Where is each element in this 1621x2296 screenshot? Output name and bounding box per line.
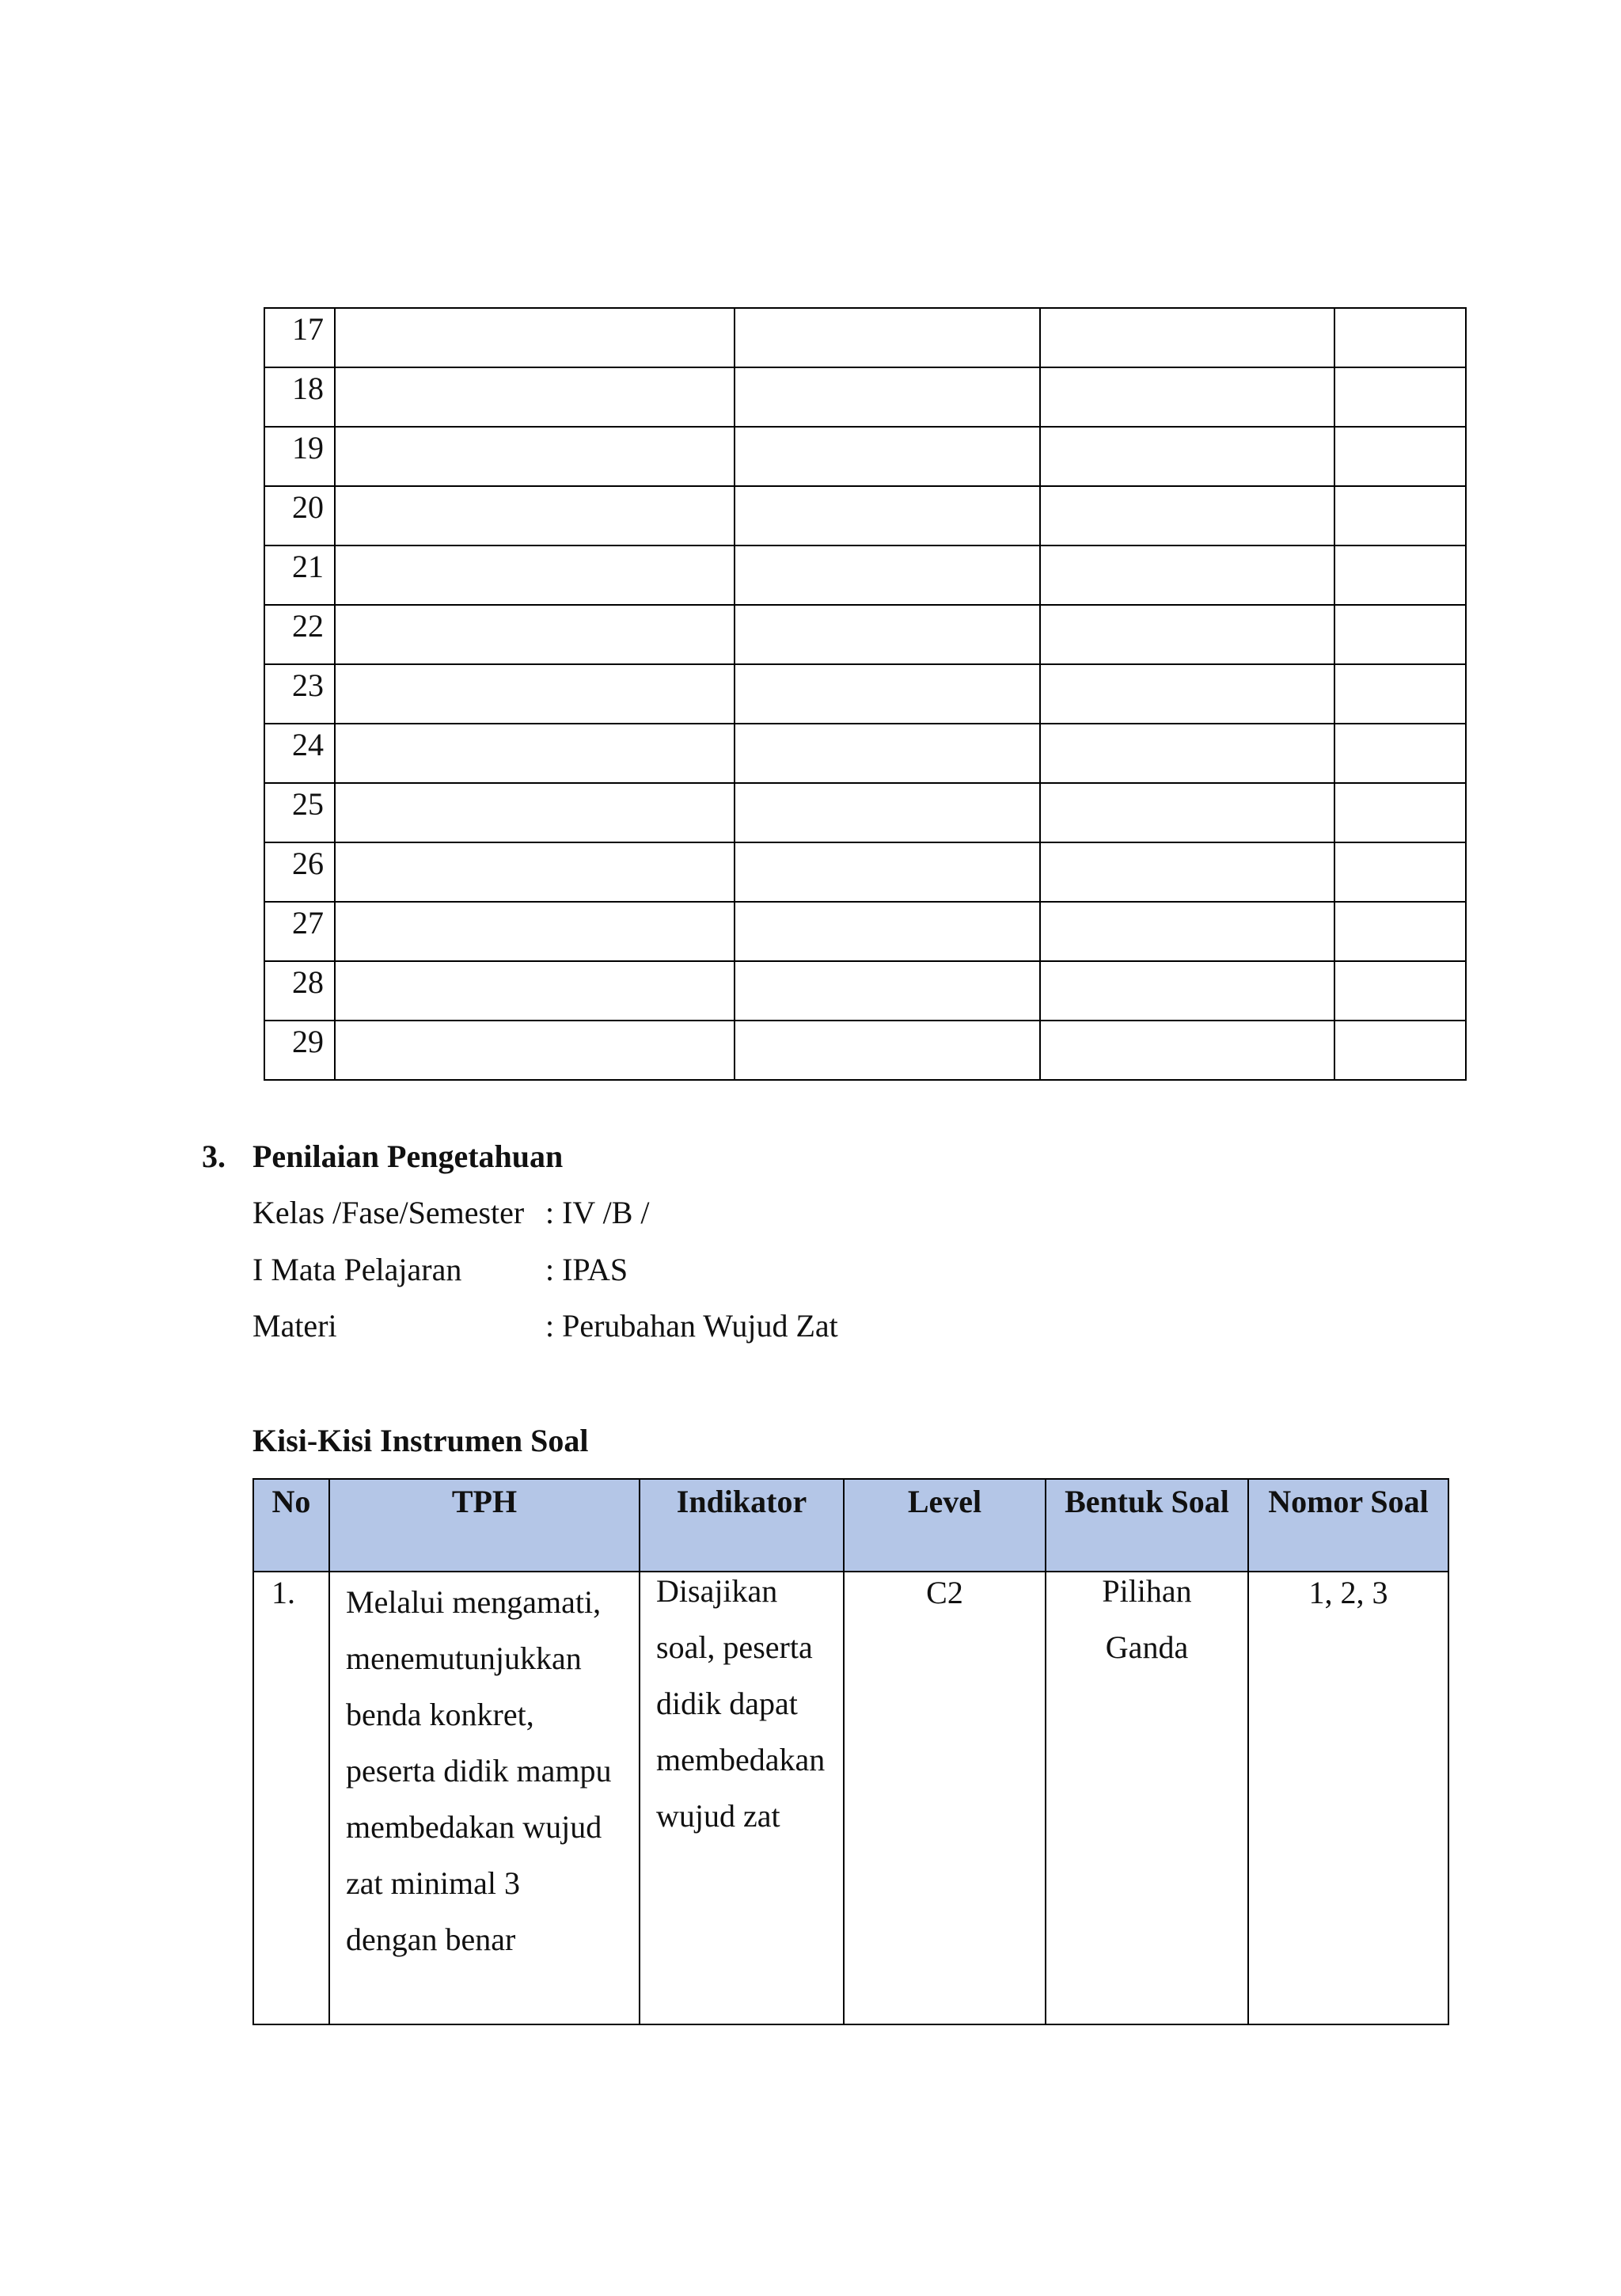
cell-bentuk-soal: [1046, 1572, 1248, 2024]
row-number: 25: [264, 783, 335, 842]
row-number: 28: [264, 961, 335, 1021]
empty-cell: [1040, 783, 1334, 842]
table-row: [264, 486, 1466, 545]
empty-cell: [1334, 724, 1466, 783]
info-label: I Mata Pelajaran: [252, 1252, 462, 1287]
table-row: [264, 842, 1466, 902]
cell-bentuk-soal-text: Pilihan Ganda: [1102, 1573, 1192, 1665]
info-label: Materi: [252, 1308, 337, 1344]
info-label: Kelas /Fase/Semester: [252, 1195, 525, 1230]
empty-cell: [335, 724, 735, 783]
empty-cell: [1040, 427, 1334, 486]
section-title: Penilaian Pengetahuan: [252, 1138, 564, 1174]
empty-cell: [1334, 842, 1466, 902]
table-row: [264, 605, 1466, 664]
table-row: [264, 902, 1466, 961]
row-number: 24: [264, 724, 335, 783]
empty-cell: [335, 427, 735, 486]
empty-cell: [735, 427, 1040, 486]
empty-cell: [735, 902, 1040, 961]
empty-cell: [735, 842, 1040, 902]
empty-cell: [1334, 902, 1466, 961]
empty-cell: [335, 842, 735, 902]
empty-cell: [735, 367, 1040, 427]
table-row: [264, 961, 1466, 1021]
table-row: [264, 664, 1466, 724]
empty-cell: [335, 902, 735, 961]
empty-cell: [1334, 545, 1466, 605]
empty-cell: [735, 664, 1040, 724]
row-number: 23: [264, 664, 335, 724]
table-row: [264, 308, 1466, 367]
empty-cell: [335, 545, 735, 605]
empty-cell: [1040, 605, 1334, 664]
cell-nomor-soal: 1, 2, 3: [1248, 1572, 1448, 2024]
cell-indikator-text: Disajikan soal, peserta didik dapat membedakan wujud zat: [656, 1573, 826, 1834]
header-bentuk-soal: Bentuk Soal: [1046, 1479, 1248, 1572]
empty-cell: [1334, 961, 1466, 1021]
cell-tph: [329, 1572, 640, 2024]
empty-cell: [1040, 842, 1334, 902]
empty-cell: [1334, 308, 1466, 367]
cell-tph-text: Melalui mengamati, menemutunjukkan benda konkret, peserta didik mampu membedakan wujud zat minimal 3 dengan benar: [346, 1584, 612, 1957]
info-value: : Perubahan Wujud Zat: [545, 1308, 838, 1344]
empty-cell: [1040, 664, 1334, 724]
empty-cell: [1040, 545, 1334, 605]
header-nomor-soal: Nomor Soal: [1248, 1479, 1448, 1572]
empty-cell: [1040, 308, 1334, 367]
empty-cell: [1040, 367, 1334, 427]
empty-cell: [1334, 486, 1466, 545]
empty-cell: [1334, 783, 1466, 842]
table-row: [264, 783, 1466, 842]
empty-cell: [735, 724, 1040, 783]
empty-cell: [335, 486, 735, 545]
empty-cell: [335, 783, 735, 842]
empty-cell: [335, 367, 735, 427]
empty-cell: [1334, 1021, 1466, 1080]
section-number: 3.: [202, 1138, 226, 1174]
empty-cell: [1040, 902, 1334, 961]
empty-cell: [1040, 961, 1334, 1021]
empty-cell: [335, 308, 735, 367]
header-tph: TPH: [329, 1479, 640, 1572]
info-value: : IPAS: [545, 1252, 628, 1287]
section-heading: [202, 1138, 563, 1175]
empty-cell: [1334, 605, 1466, 664]
empty-cell: [735, 486, 1040, 545]
cell-level: C2: [844, 1572, 1046, 2024]
empty-cell: [735, 961, 1040, 1021]
empty-cell: [735, 1021, 1040, 1080]
header-no: No: [253, 1479, 329, 1572]
empty-cell: [735, 783, 1040, 842]
score-table: [264, 307, 1467, 1081]
empty-cell: [1040, 1021, 1334, 1080]
table-row: [264, 1021, 1466, 1080]
info-kelas: [252, 1194, 650, 1231]
row-number: 22: [264, 605, 335, 664]
empty-cell: [1334, 367, 1466, 427]
empty-cell: [1334, 427, 1466, 486]
row-number: 26: [264, 842, 335, 902]
kisi-row: [253, 1572, 1448, 2024]
table-row: [264, 545, 1466, 605]
empty-cell: [1040, 724, 1334, 783]
empty-cell: [335, 605, 735, 664]
info-value: : IV /B /: [545, 1195, 650, 1230]
kisi-header-row: [253, 1479, 1448, 1572]
row-number: 18: [264, 367, 335, 427]
kisi-kisi-table: [252, 1478, 1449, 2025]
header-level: Level: [844, 1479, 1046, 1572]
row-number: 21: [264, 545, 335, 605]
cell-indikator: [640, 1572, 844, 2024]
row-number: 19: [264, 427, 335, 486]
table-row: [264, 724, 1466, 783]
row-number: 27: [264, 902, 335, 961]
row-number: 29: [264, 1021, 335, 1080]
info-mata-pelajaran: [252, 1251, 628, 1288]
empty-cell: [1334, 664, 1466, 724]
table-row: [264, 427, 1466, 486]
row-number: 17: [264, 308, 335, 367]
cell-no: 1.: [253, 1572, 329, 2024]
empty-cell: [335, 961, 735, 1021]
row-number: 20: [264, 486, 335, 545]
header-indikator: Indikator: [640, 1479, 844, 1572]
empty-cell: [335, 1021, 735, 1080]
empty-cell: [735, 605, 1040, 664]
empty-cell: [335, 664, 735, 724]
kisi-kisi-title: Kisi-Kisi Instrumen Soal: [252, 1423, 589, 1458]
empty-cell: [735, 308, 1040, 367]
empty-cell: [1040, 486, 1334, 545]
empty-cell: [735, 545, 1040, 605]
score-table-body: [264, 308, 1466, 1080]
table-row: [264, 367, 1466, 427]
info-materi: [252, 1307, 838, 1344]
